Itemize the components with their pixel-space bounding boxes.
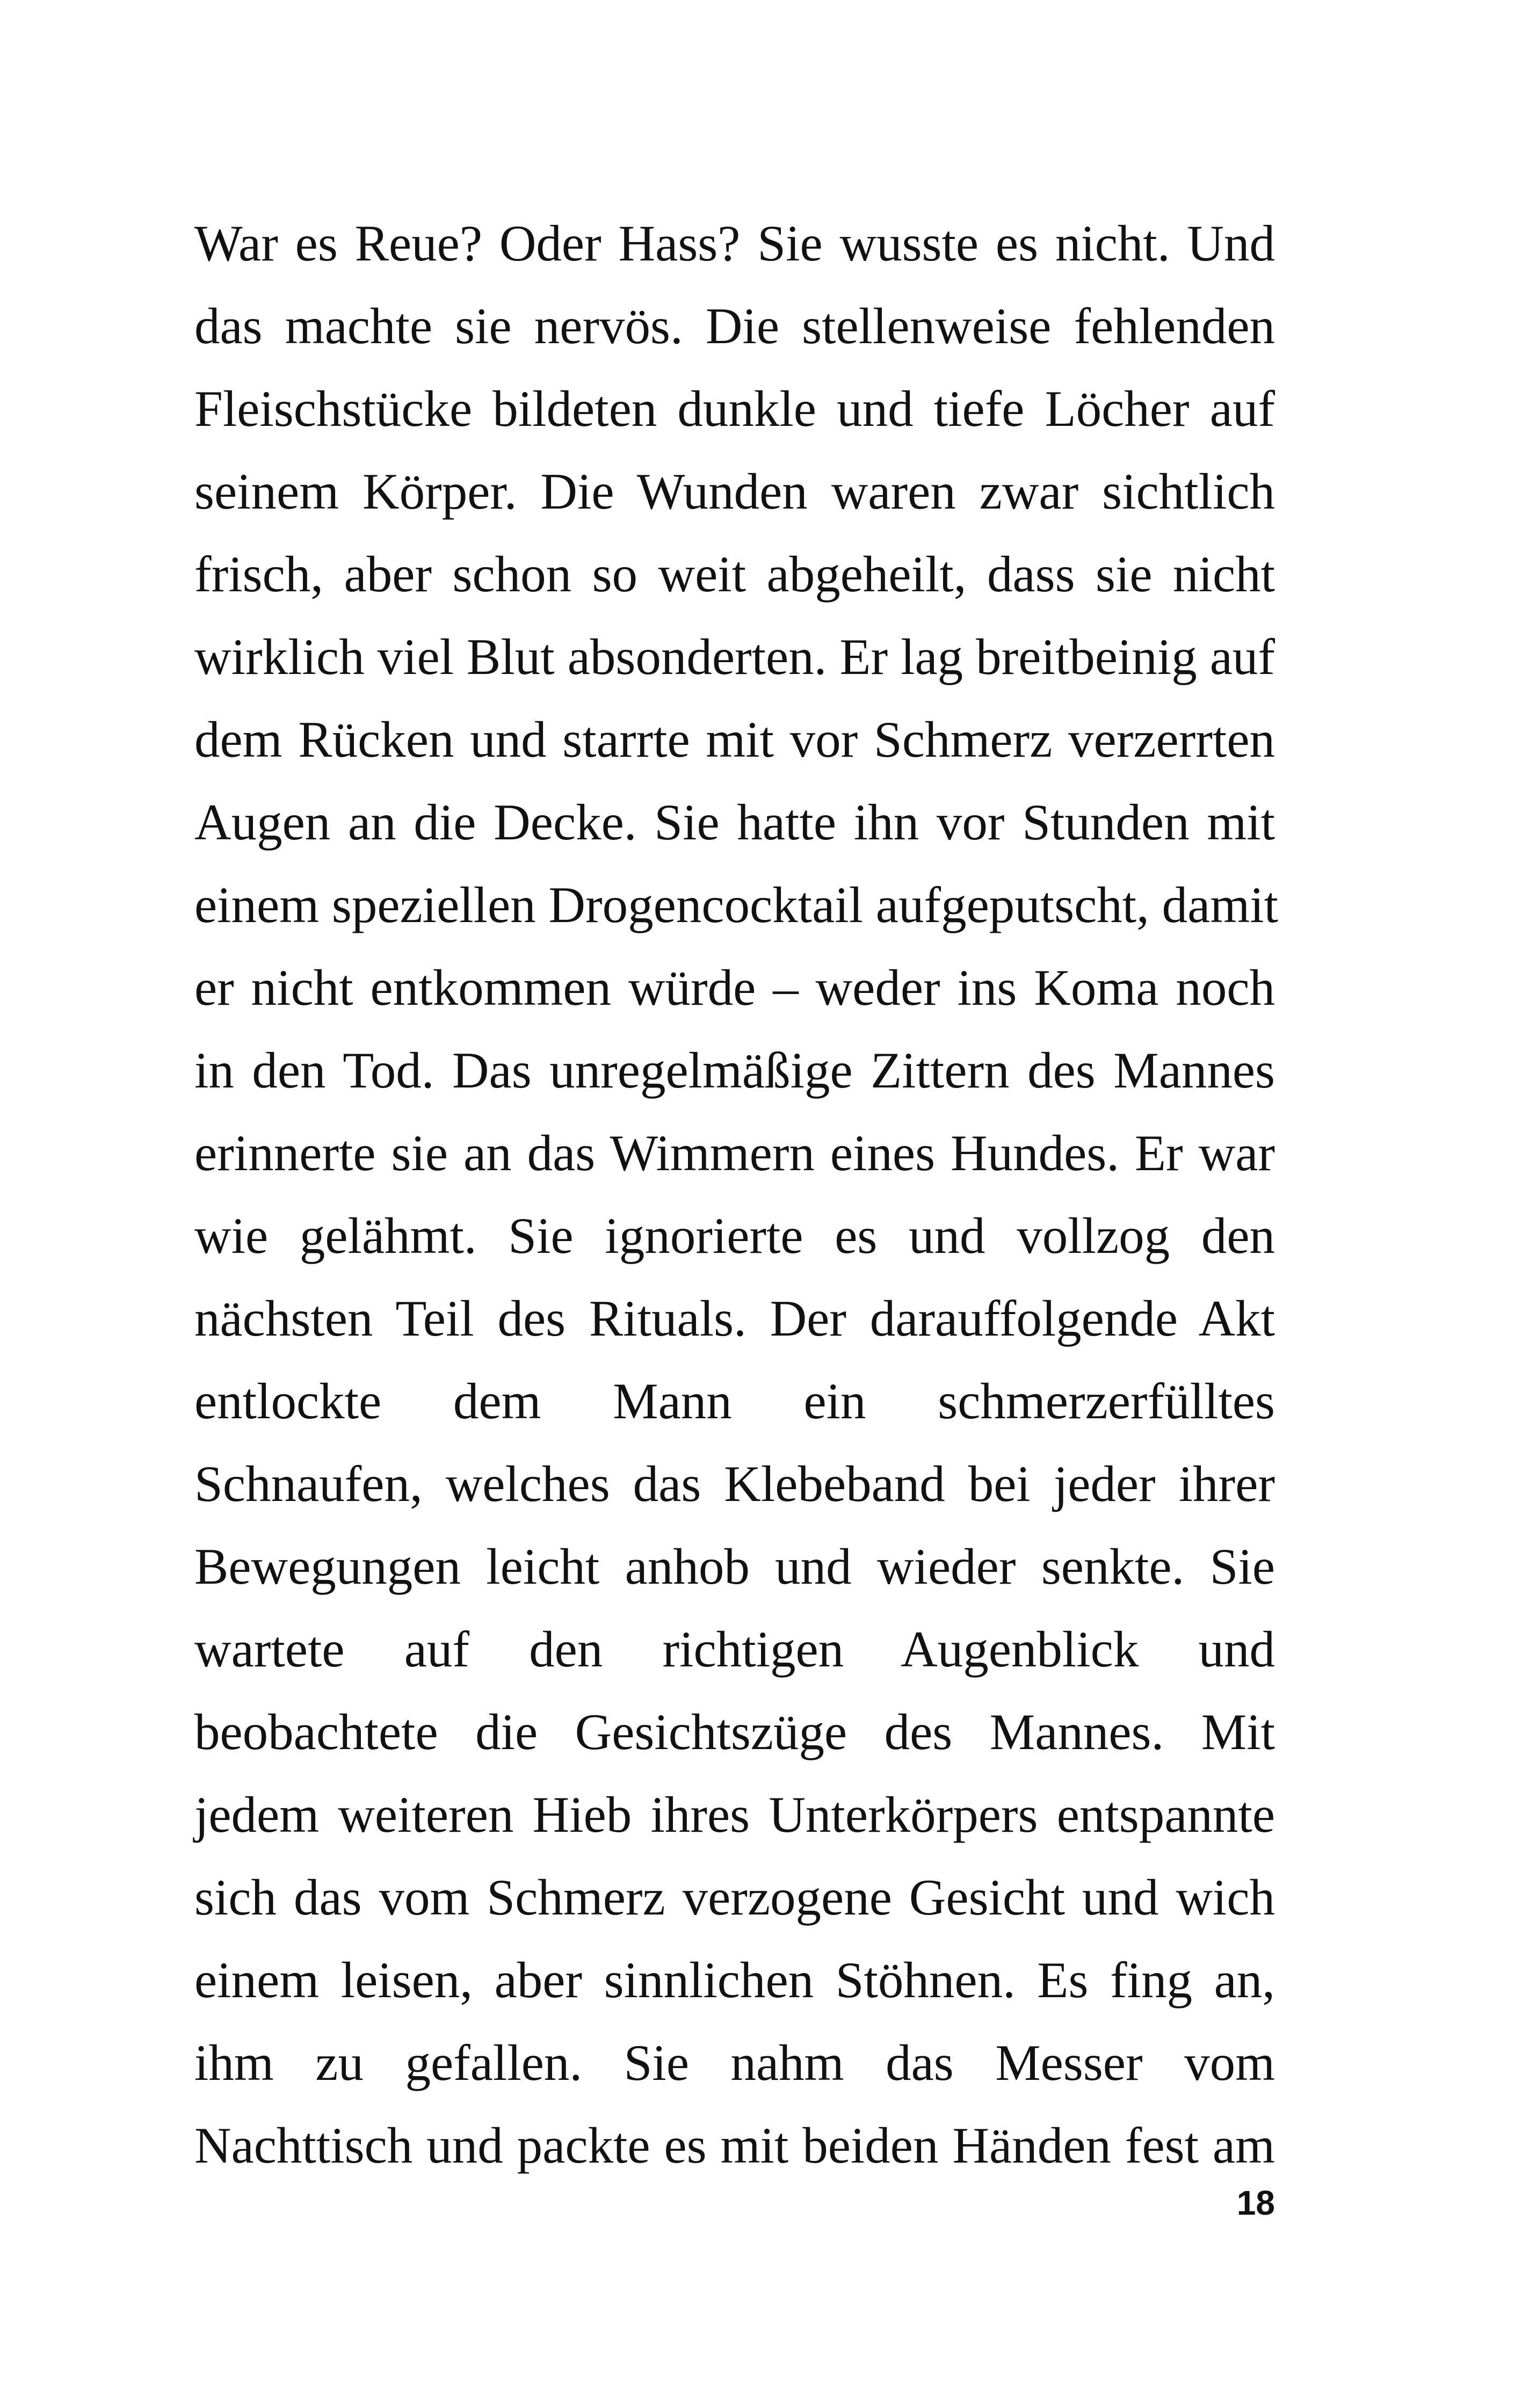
- text-line: Nachttisch und packte es mit beiden Händen fest am: [194, 2117, 1275, 2174]
- text-line: Fleischstücke bildeten dunkle und tiefe Löcher auf: [194, 380, 1275, 437]
- text-line: wirklich viel Blut absonderten. Er lag breitbeinig auf: [194, 628, 1275, 685]
- text-line: erinnerte sie an das Wimmern eines Hundes. Er war: [194, 1125, 1275, 1181]
- text-line: jedem weiteren Hieb ihres Unterkörpers entspannte: [194, 1786, 1275, 1843]
- text-line: wie gelähmt. Sie ignorierte es und vollzog den: [194, 1207, 1275, 1264]
- text-line: entlockte dem Mann ein schmerzerfülltes: [194, 1373, 1275, 1430]
- text-line: dem Rücken und starrte mit vor Schmerz verzerrten: [194, 711, 1275, 768]
- text-line: frisch, aber schon so weit abgeheilt, dass sie nicht: [194, 546, 1275, 603]
- text-line: das machte sie nervös. Die stellenweise fehlenden: [194, 298, 1275, 354]
- text-line: einem speziellen Drogencocktail aufgeputscht, damit: [194, 876, 1279, 933]
- text-line: beobachtete die Gesichtszüge des Mannes. Mit: [194, 1703, 1275, 1760]
- text-line: in den Tod. Das unregelmäßige Zittern des Mannes: [194, 1042, 1275, 1099]
- page-number: 18: [1236, 2184, 1275, 2222]
- text-line: nächsten Teil des Rituals. Der darauffolgende Akt: [194, 1290, 1275, 1347]
- body-text: [194, 208, 1279, 2193]
- text-line: einem leisen, aber sinnlichen Stöhnen. Es fing an,: [194, 1952, 1275, 2008]
- text-line: Schnaufen, welches das Klebeband bei jeder ihrer: [194, 1455, 1275, 1512]
- text-line: seinem Körper. Die Wunden waren zwar sichtlich: [194, 463, 1275, 520]
- text-line: ihm zu gefallen. Sie nahm das Messer vom: [194, 2034, 1275, 2091]
- text-line: sich das vom Schmerz verzogene Gesicht und wich: [194, 1869, 1275, 1926]
- text-line: War es Reue? Oder Hass? Sie wusste es nicht. Und: [194, 215, 1275, 272]
- text-line: Bewegungen leicht anhob und wieder senkte. Sie: [194, 1538, 1275, 1595]
- text-line: Augen an die Decke. Sie hatte ihn vor Stunden mit: [194, 794, 1275, 851]
- text-line: er nicht entkommen würde – weder ins Koma noch: [194, 959, 1275, 1016]
- text-line: wartete auf den richtigen Augenblick und: [194, 1621, 1275, 1678]
